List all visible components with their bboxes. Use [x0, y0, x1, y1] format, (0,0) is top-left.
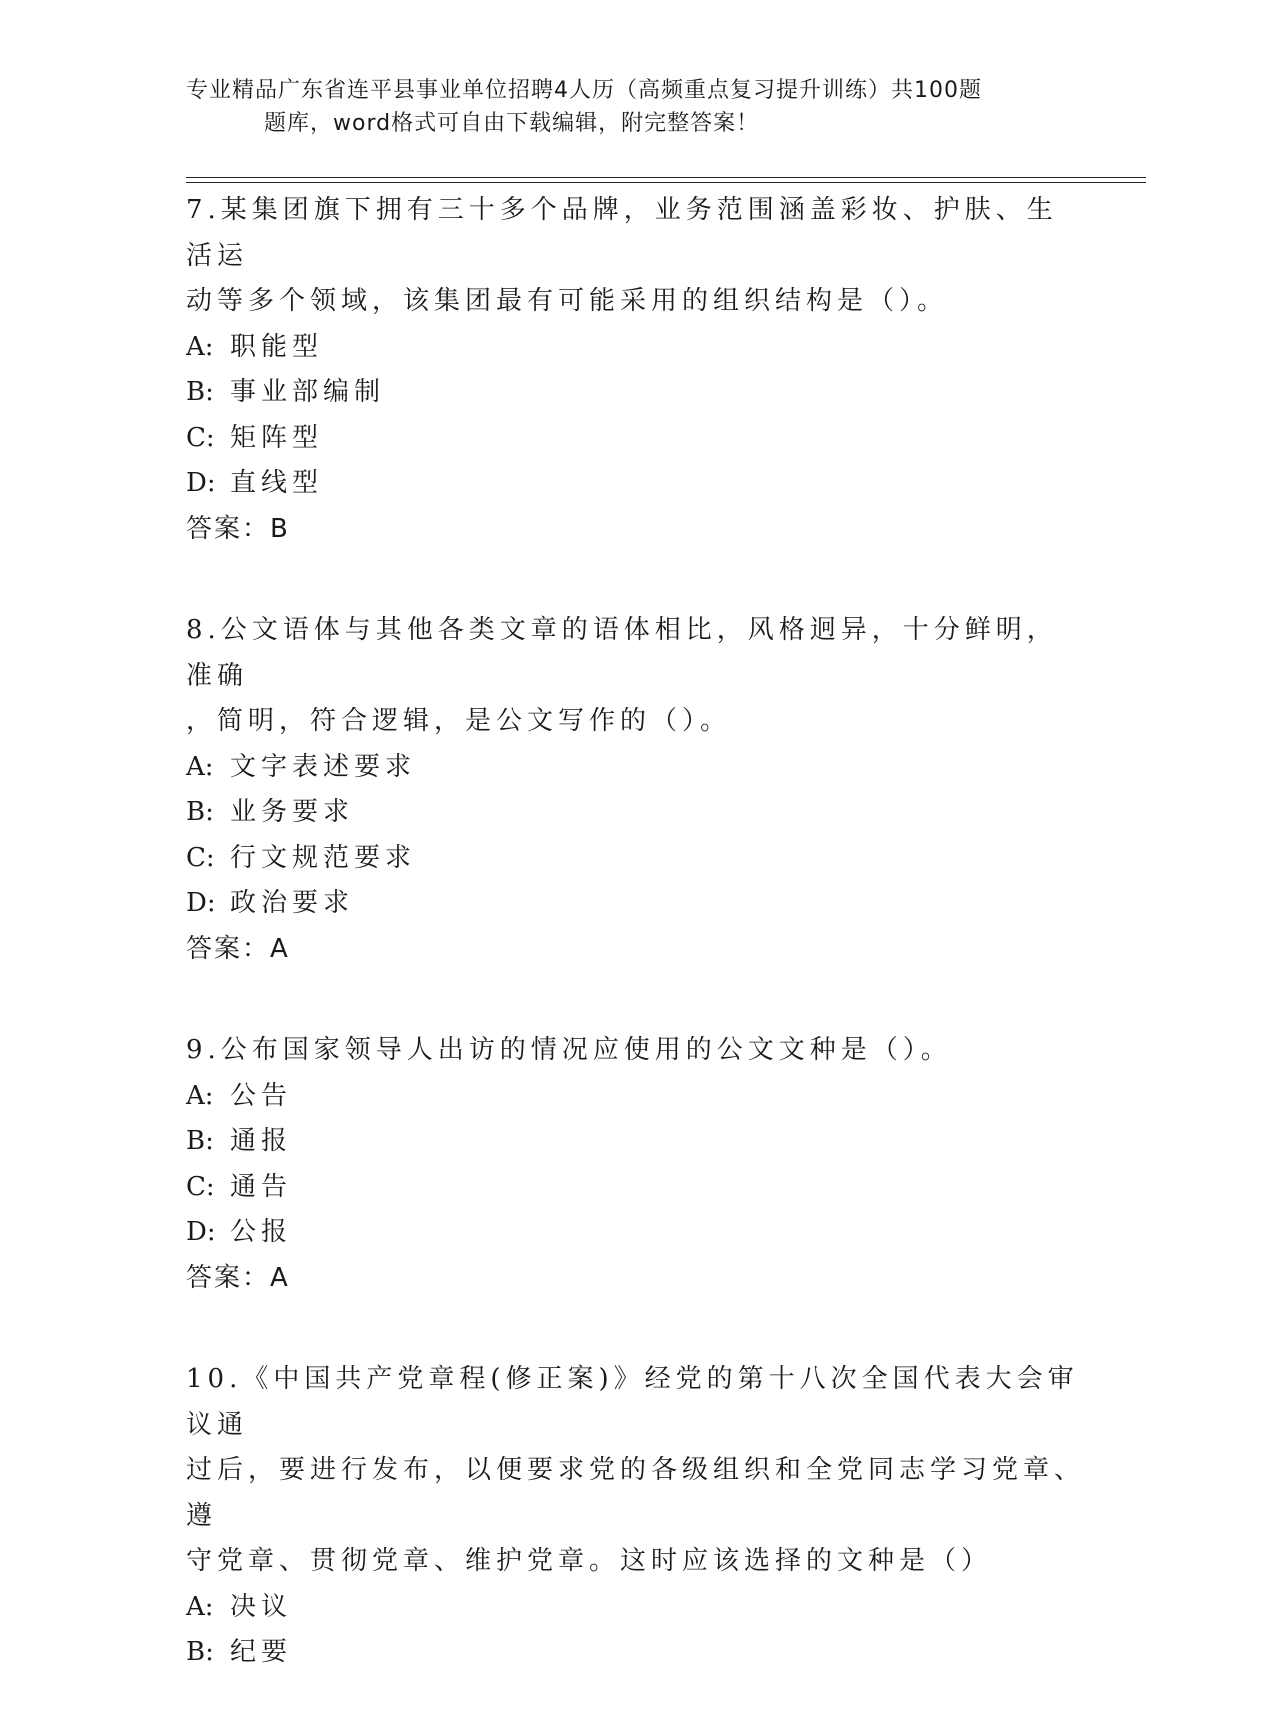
- option-text: 决议: [230, 1591, 293, 1622]
- answer-line: 答案：A: [186, 933, 290, 964]
- option-b: [186, 1630, 1086, 1676]
- option-text: 业务要求: [230, 797, 355, 827]
- option-a: [186, 1585, 1086, 1631]
- option-text: 矩阵型: [230, 422, 324, 453]
- option-key: A:: [186, 331, 214, 362]
- stem-line: ，简明，符合逻辑，是公文写作的（）。: [186, 706, 732, 736]
- question-stem: [186, 1028, 1086, 1074]
- header-divider-top: [186, 177, 1146, 178]
- option-text: 直线型: [230, 468, 324, 498]
- option-text: 公报: [230, 1217, 293, 1247]
- option-text: 文字表述要求: [230, 751, 417, 782]
- stem-line: 动等多个领域，该集团最有可能采用的组织结构是（）。: [186, 286, 949, 316]
- question-8: [186, 608, 1086, 972]
- stem-line: 7.某集团旗下拥有三十多个品牌，业务范围涵盖彩妆、护肤、生活运: [186, 195, 1058, 271]
- stem-line: 过后，要进行发布，以便要求党的各级组织和全党同志学习党章、遵: [186, 1455, 1086, 1531]
- option-text: 政治要求: [230, 888, 355, 918]
- question-list: [186, 188, 1086, 1732]
- option-a: [186, 745, 1086, 791]
- option-text: 公告: [230, 1080, 293, 1111]
- option-c: [186, 416, 1086, 462]
- answer-line: 答案：A: [186, 1262, 290, 1293]
- option-text: 纪要: [230, 1637, 293, 1667]
- option-d: [186, 881, 1086, 927]
- option-text: 通报: [230, 1126, 293, 1156]
- answer-line: 答案：B: [186, 513, 290, 544]
- option-key: C:: [186, 422, 215, 453]
- question-10: [186, 1357, 1086, 1676]
- option-c: [186, 836, 1086, 882]
- option-key: D:: [186, 888, 216, 918]
- option-b: [186, 1119, 1086, 1165]
- option-b: [186, 790, 1086, 836]
- question-stem: [186, 608, 1086, 745]
- option-key: B:: [186, 1637, 214, 1667]
- option-key: B:: [186, 377, 214, 407]
- option-text: 通告: [230, 1171, 293, 1202]
- option-a: [186, 325, 1086, 371]
- header-title-line-1: 专业精品广东省连平县事业单位招聘4人历（高频重点复习提升训练）共100题: [186, 78, 982, 103]
- option-text: 事业部编制: [230, 377, 386, 407]
- header-divider-bottom: [186, 182, 1146, 183]
- stem-line: 守党章、贯彻党章、维护党章。这时应该选择的文种是（）: [186, 1546, 993, 1576]
- stem-line: 8.公文语体与其他各类文章的语体相比，风格迥异，十分鲜明，准确: [186, 615, 1058, 691]
- option-text: 行文规范要求: [230, 842, 417, 873]
- option-b: [186, 370, 1086, 416]
- option-key: B:: [186, 1126, 214, 1156]
- document-header: [186, 74, 1066, 140]
- option-key: B:: [186, 797, 214, 827]
- option-key: C:: [186, 842, 215, 873]
- question-stem: [186, 1357, 1086, 1585]
- option-a: [186, 1074, 1086, 1120]
- stem-line: 10.《中国共产党章程(修正案)》经党的第十八次全国代表大会审议通: [186, 1364, 1079, 1440]
- option-key: C:: [186, 1171, 215, 1202]
- header-title-line-2: 题库，word格式可自由下载编辑，附完整答案！: [264, 111, 760, 136]
- question-stem: [186, 188, 1086, 325]
- option-key: D:: [186, 468, 216, 498]
- option-key: A:: [186, 1080, 214, 1111]
- option-key: A:: [186, 1591, 214, 1622]
- option-key: A:: [186, 751, 214, 782]
- option-key: D:: [186, 1217, 216, 1247]
- question-9: [186, 1028, 1086, 1301]
- question-7: [186, 188, 1086, 552]
- stem-line: 9.公布国家领导人出访的情况应使用的公文文种是（）。: [186, 1035, 952, 1065]
- option-text: 职能型: [230, 331, 324, 362]
- option-d: [186, 1210, 1086, 1256]
- option-c: [186, 1165, 1086, 1211]
- option-d: [186, 461, 1086, 507]
